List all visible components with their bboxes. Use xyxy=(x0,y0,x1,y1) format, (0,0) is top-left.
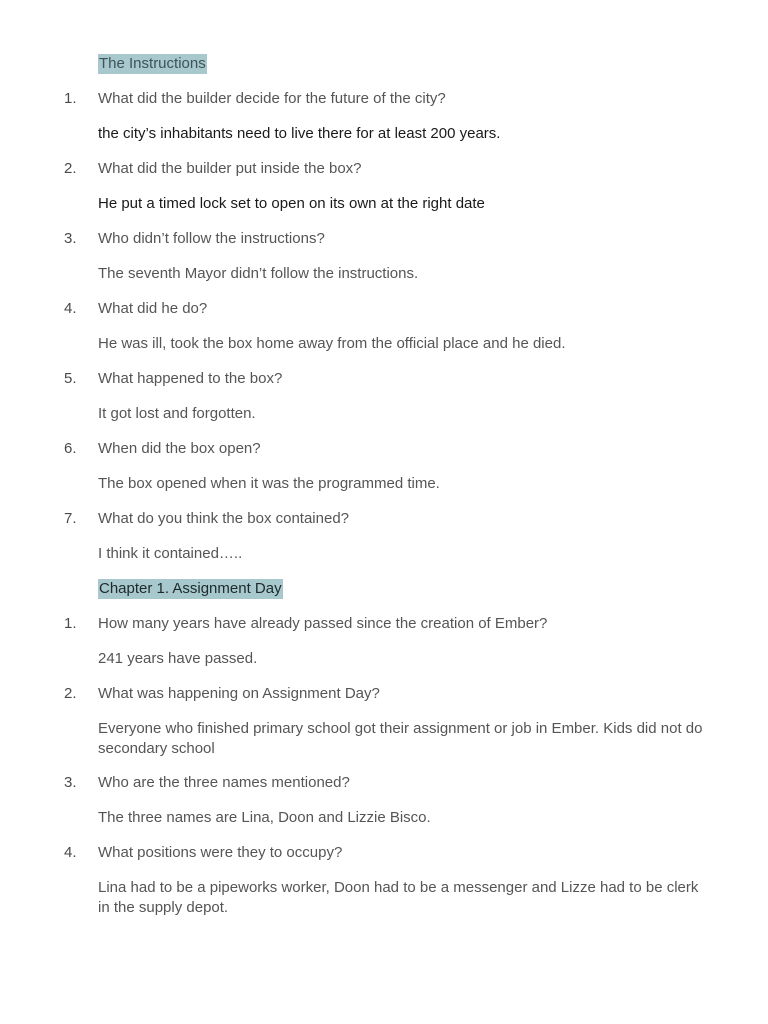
question-number: 3. xyxy=(64,774,77,791)
question-number: 5. xyxy=(64,370,77,387)
question-text: What positions were they to occupy? xyxy=(98,844,343,861)
answer-text: The seventh Mayor didn’t follow the instructions. xyxy=(98,265,419,282)
answer-text: I think it contained….. xyxy=(98,545,243,562)
question-number: 2. xyxy=(64,160,77,177)
answer-text: The box opened when it was the programmed time. xyxy=(98,475,440,492)
answer-text: He put a timed lock set to open on its own at the right date xyxy=(98,195,485,212)
question-text: What do you think the box contained? xyxy=(98,510,350,527)
question-text: What did he do? xyxy=(98,300,208,317)
question-text: Who are the three names mentioned? xyxy=(98,774,350,791)
question-text: What did the builder put inside the box? xyxy=(98,160,362,177)
question-text: What was happening on Assignment Day? xyxy=(98,685,380,702)
answer-text: Lina had to be a pipeworks worker, Doon had to be a messenger and Lizze had to be clerk in the supply depot. xyxy=(98,879,699,916)
answer-text: 241 years have passed. xyxy=(98,650,258,667)
question-text: What did the builder decide for the future of the city? xyxy=(98,90,446,107)
question-number: 7. xyxy=(64,510,77,527)
question-text: How many years have already passed since the creation of Ember? xyxy=(98,615,548,632)
answer-text: Everyone who finished primary school got their assignment or job in Ember. Kids did not do secondary school xyxy=(98,720,703,757)
answer-text: the city’s inhabitants need to live there for at least 200 years. xyxy=(98,125,501,142)
question-number: 3. xyxy=(64,230,77,247)
question-text: Who didn’t follow the instructions? xyxy=(98,230,325,247)
answer-text: It got lost and forgotten. xyxy=(98,405,256,422)
question-text: When did the box open? xyxy=(98,440,261,457)
answer-text: He was ill, took the box home away from the official place and he died. xyxy=(98,335,566,352)
answer-text: The three names are Lina, Doon and Lizzie Bisco. xyxy=(98,809,431,826)
question-number: 1. xyxy=(64,90,77,107)
question-text: What happened to the box? xyxy=(98,370,283,387)
question-number: 2. xyxy=(64,685,77,702)
section-heading-chapter-1: Chapter 1. Assignment Day xyxy=(99,580,282,597)
section-heading-instructions: The Instructions xyxy=(99,55,206,72)
question-number: 6. xyxy=(64,440,77,457)
question-number: 1. xyxy=(64,615,77,632)
question-number: 4. xyxy=(64,300,77,317)
question-number: 4. xyxy=(64,844,77,861)
